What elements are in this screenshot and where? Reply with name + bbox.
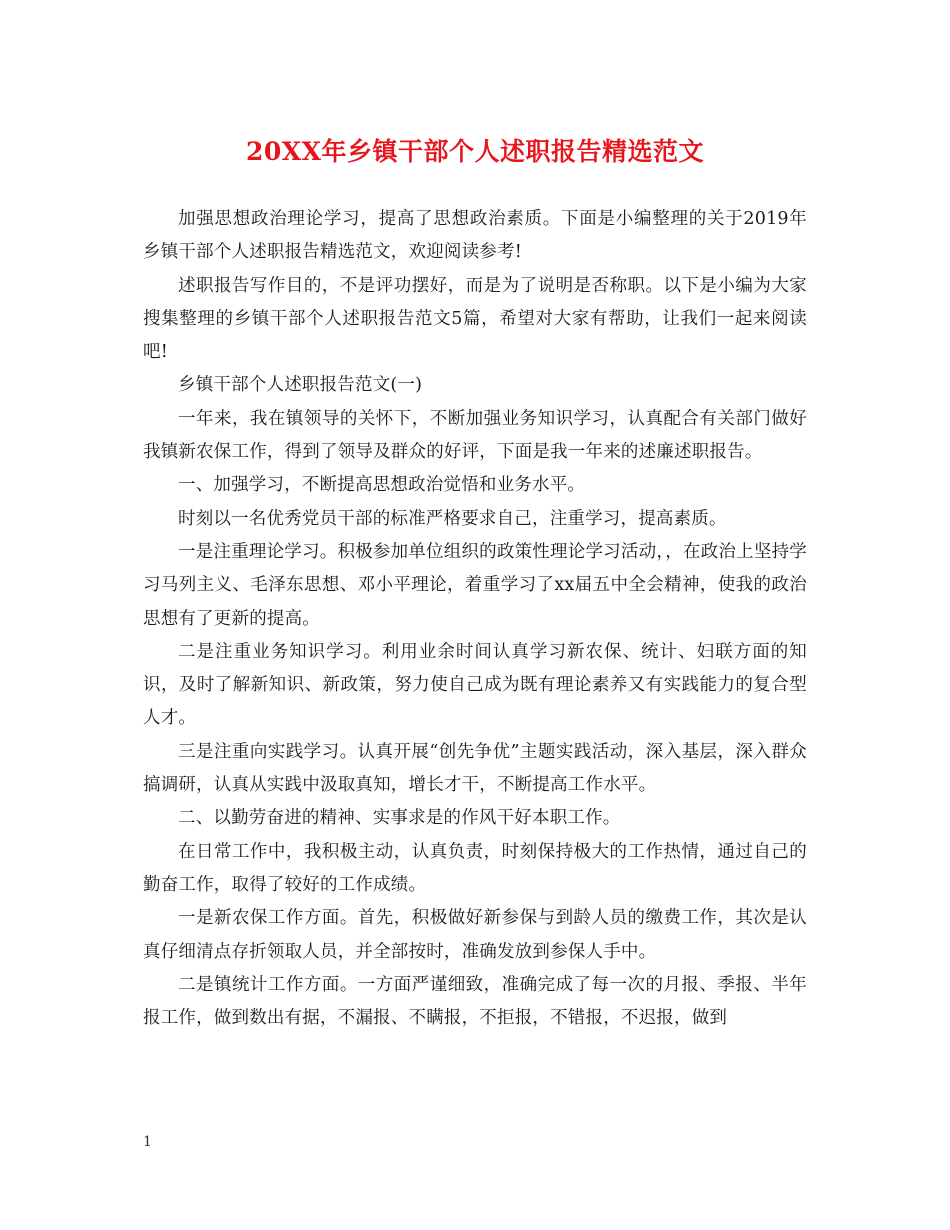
document-body (143, 203, 807, 1035)
section-heading: 乡镇干部个人述职报告范文(一) (178, 375, 423, 396)
document-title: 20XX年乡镇干部个人述职报告精选范文 (245, 137, 705, 166)
paragraph: 二是注重业务知识学习。利用业余时间认真学习新农保、统计、妇联方面的知识，及时了解新知识、新政策，努力使自己成为既有理论素养又有实践能力的复合型人才。 (143, 641, 807, 729)
section-heading: 一、加强学习，不断提高思想政治觉悟和业务水平。 (178, 475, 586, 496)
paragraph: 一年来，我在镇领导的关怀下，不断加强业务知识学习，认真配合有关部门做好我镇新农保工作，得到了领导及群众的好评，下面是我一年来的述廉述职报告。 (143, 408, 807, 463)
paragraph: 述职报告写作目的，不是评功摆好，而是为了说明是否称职。以下是小编为大家搜集整理的乡镇干部个人述职报告范文5篇，希望对大家有帮助，让我们一起来阅读吧! (143, 275, 807, 363)
section-heading: 二、以勤劳奋进的精神、实事求是的作风干好本职工作。 (178, 808, 621, 829)
page-number: 1 (143, 1134, 152, 1150)
paragraph: 三是注重向实践学习。认真开展“创先争优”主题实践活动，深入基层，深入群众搞调研，认真从实践中汲取真知，增长才干，不断提高工作水平。 (143, 741, 807, 796)
paragraph: 二是镇统计工作方面。一方面严谨细致，准确完成了每一次的月报、季报、半年报工作，做到数出有据，不漏报、不瞒报，不拒报，不错报，不迟报，做到 (143, 974, 807, 1029)
paragraph: 一是注重理论学习。积极参加单位组织的政策性理论学习活动，，在政治上坚持学习马列主义、毛泽东思想、邓小平理论，着重学习了xx届五中全会精神，使我的政治思想有了更新的提高。 (143, 541, 807, 629)
paragraph: 加强思想政治理论学习，提高了思想政治素质。下面是小编整理的关于2019年乡镇干部个人述职报告精选范文，欢迎阅读参考! (143, 209, 807, 263)
paragraph: 时刻以一名优秀党员干部的标准严格要求自己，注重学习，提高素质。 (178, 508, 727, 529)
paragraph: 一是新农保工作方面。首先，积极做好新参保与到龄人员的缴费工作，其次是认真仔细清点存折领取人员，并全部按时，准确发放到参保人手中。 (143, 908, 807, 962)
paragraph: 在日常工作中，我积极主动，认真负责，时刻保持极大的工作热情，通过自己的勤奋工作，取得了较好的工作成绩。 (143, 841, 807, 895)
